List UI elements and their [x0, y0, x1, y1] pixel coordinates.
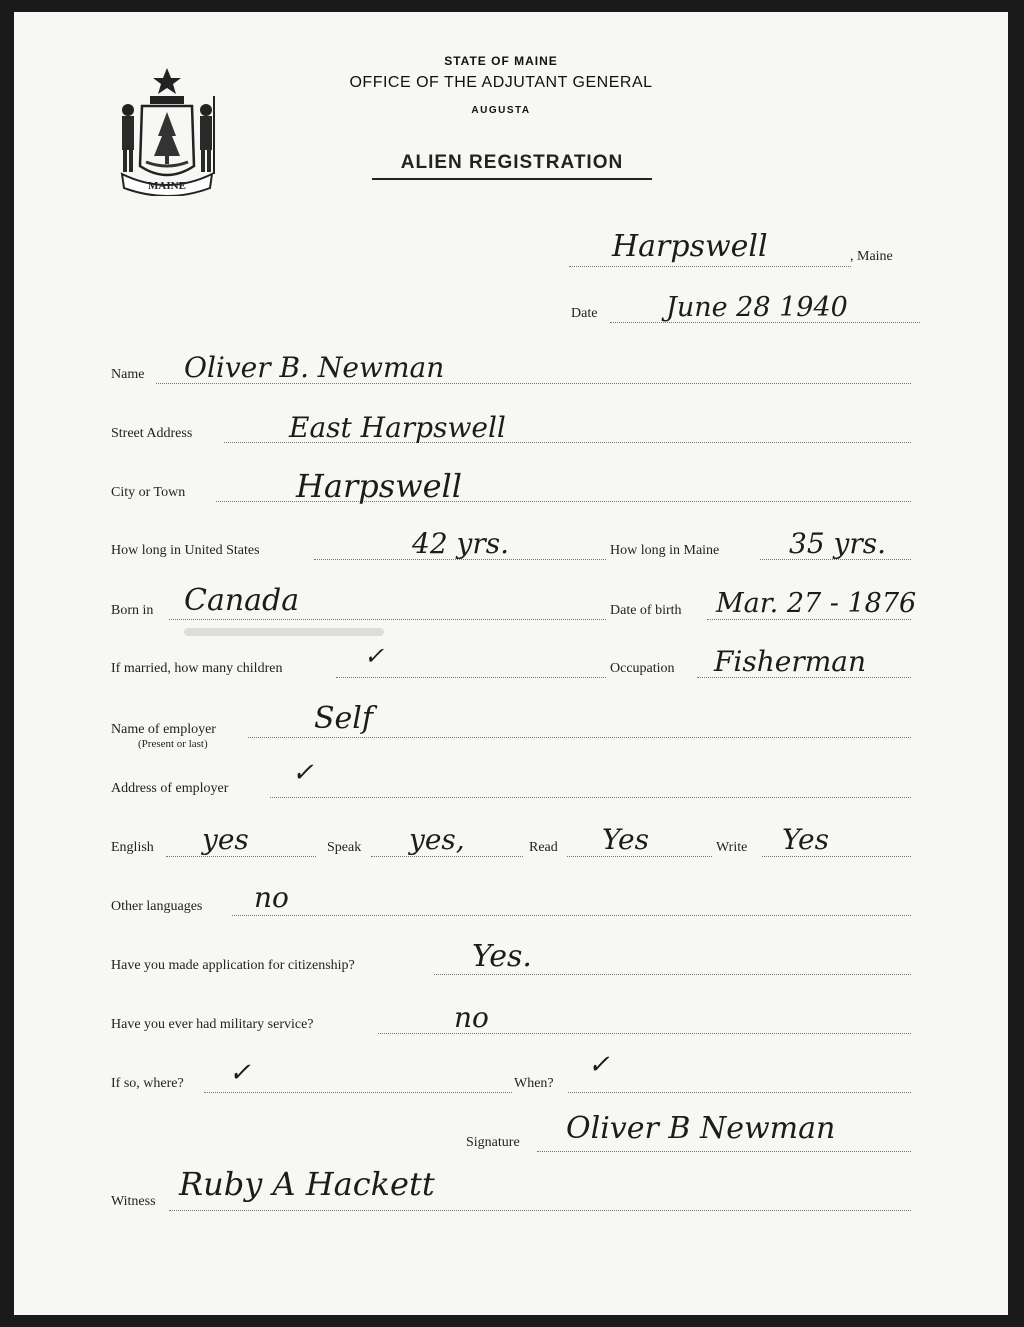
- street-label: Street Address: [111, 426, 193, 441]
- when-value[interactable]: ✓: [588, 1050, 610, 1080]
- employer-address-value[interactable]: ✓: [292, 758, 314, 788]
- name-value[interactable]: Oliver B. Newman: [184, 351, 445, 384]
- born-in-label: Born in: [111, 603, 154, 618]
- write-value[interactable]: Yes: [782, 823, 829, 856]
- town-value[interactable]: Harpswell: [612, 229, 768, 264]
- where-line: [204, 1092, 512, 1093]
- where-label: If so, where?: [111, 1076, 184, 1091]
- other-languages-line: [232, 915, 911, 916]
- other-languages-label: Other languages: [111, 899, 203, 914]
- alien-registration-form: [14, 12, 1008, 1315]
- when-line: [568, 1092, 911, 1093]
- employer-value[interactable]: Self: [314, 701, 374, 736]
- signature-label: Signature: [466, 1135, 520, 1150]
- children-value[interactable]: ✓: [364, 642, 385, 670]
- how-long-maine-label: How long in Maine: [610, 543, 720, 558]
- occupation-value[interactable]: Fisherman: [714, 645, 867, 678]
- seal-banner-text: MAINE: [148, 180, 186, 192]
- born-in-line: [169, 619, 606, 620]
- date-value[interactable]: June 28 1940: [666, 292, 848, 323]
- city-label: City or Town: [111, 485, 186, 500]
- read-value[interactable]: Yes: [602, 823, 649, 856]
- english-label: English: [111, 840, 154, 855]
- children-line: [336, 677, 606, 678]
- date-of-birth-value[interactable]: Mar. 27 - 1876: [716, 588, 917, 619]
- children-label: If married, how many children: [111, 661, 283, 676]
- header-office: OFFICE OF THE ADJUTANT GENERAL: [349, 74, 653, 91]
- date-label: Date: [571, 306, 598, 321]
- english-line: [166, 856, 316, 857]
- form-title: ALIEN REGISTRATION: [372, 152, 652, 180]
- city-value[interactable]: Harpswell: [296, 467, 462, 505]
- born-in-value[interactable]: Canada: [184, 583, 300, 618]
- street-value[interactable]: East Harpswell: [289, 411, 506, 444]
- employer-sublabel: (Present or last): [138, 738, 208, 750]
- other-languages-value[interactable]: no: [254, 881, 289, 914]
- military-label: Have you ever had military service?: [111, 1017, 314, 1032]
- witness-label: Witness: [111, 1194, 156, 1209]
- date-of-birth-line: [707, 619, 911, 620]
- signature-value[interactable]: Oliver B Newman: [566, 1111, 836, 1146]
- employer-line: [248, 737, 911, 738]
- header-state: STATE OF MAINE: [444, 54, 558, 68]
- read-label: Read: [529, 840, 558, 855]
- witness-value[interactable]: Ruby A Hackett: [179, 1165, 435, 1203]
- employer-label: Name of employer: [111, 722, 216, 737]
- how-long-us-label: How long in United States: [111, 543, 260, 558]
- english-value[interactable]: yes: [202, 823, 249, 856]
- header-city: AUGUSTA: [471, 105, 531, 116]
- citizenship-label: Have you made application for citizenship?: [111, 958, 355, 973]
- how-long-us-value[interactable]: 42 yrs.: [412, 527, 510, 560]
- signature-line: [537, 1151, 911, 1152]
- town-line: [569, 266, 851, 267]
- where-value[interactable]: ✓: [229, 1058, 251, 1088]
- speak-label: Speak: [327, 840, 362, 855]
- speak-value[interactable]: yes,: [409, 823, 465, 856]
- witness-line: [169, 1210, 911, 1211]
- speak-line: [371, 856, 523, 857]
- write-label: Write: [716, 840, 748, 855]
- citizenship-value[interactable]: Yes.: [472, 939, 532, 974]
- maine-label: , Maine: [850, 249, 893, 264]
- name-label: Name: [111, 367, 145, 382]
- citizenship-line: [434, 974, 911, 975]
- when-label: When?: [514, 1076, 554, 1091]
- read-line: [567, 856, 712, 857]
- date-of-birth-label: Date of birth: [610, 603, 682, 618]
- employer-address-line: [270, 797, 911, 798]
- ink-smudge: [184, 628, 384, 636]
- employer-address-label: Address of employer: [111, 781, 229, 796]
- how-long-maine-value[interactable]: 35 yrs.: [789, 527, 887, 560]
- write-line: [762, 856, 911, 857]
- occupation-label: Occupation: [610, 661, 675, 676]
- military-value[interactable]: no: [454, 1001, 489, 1034]
